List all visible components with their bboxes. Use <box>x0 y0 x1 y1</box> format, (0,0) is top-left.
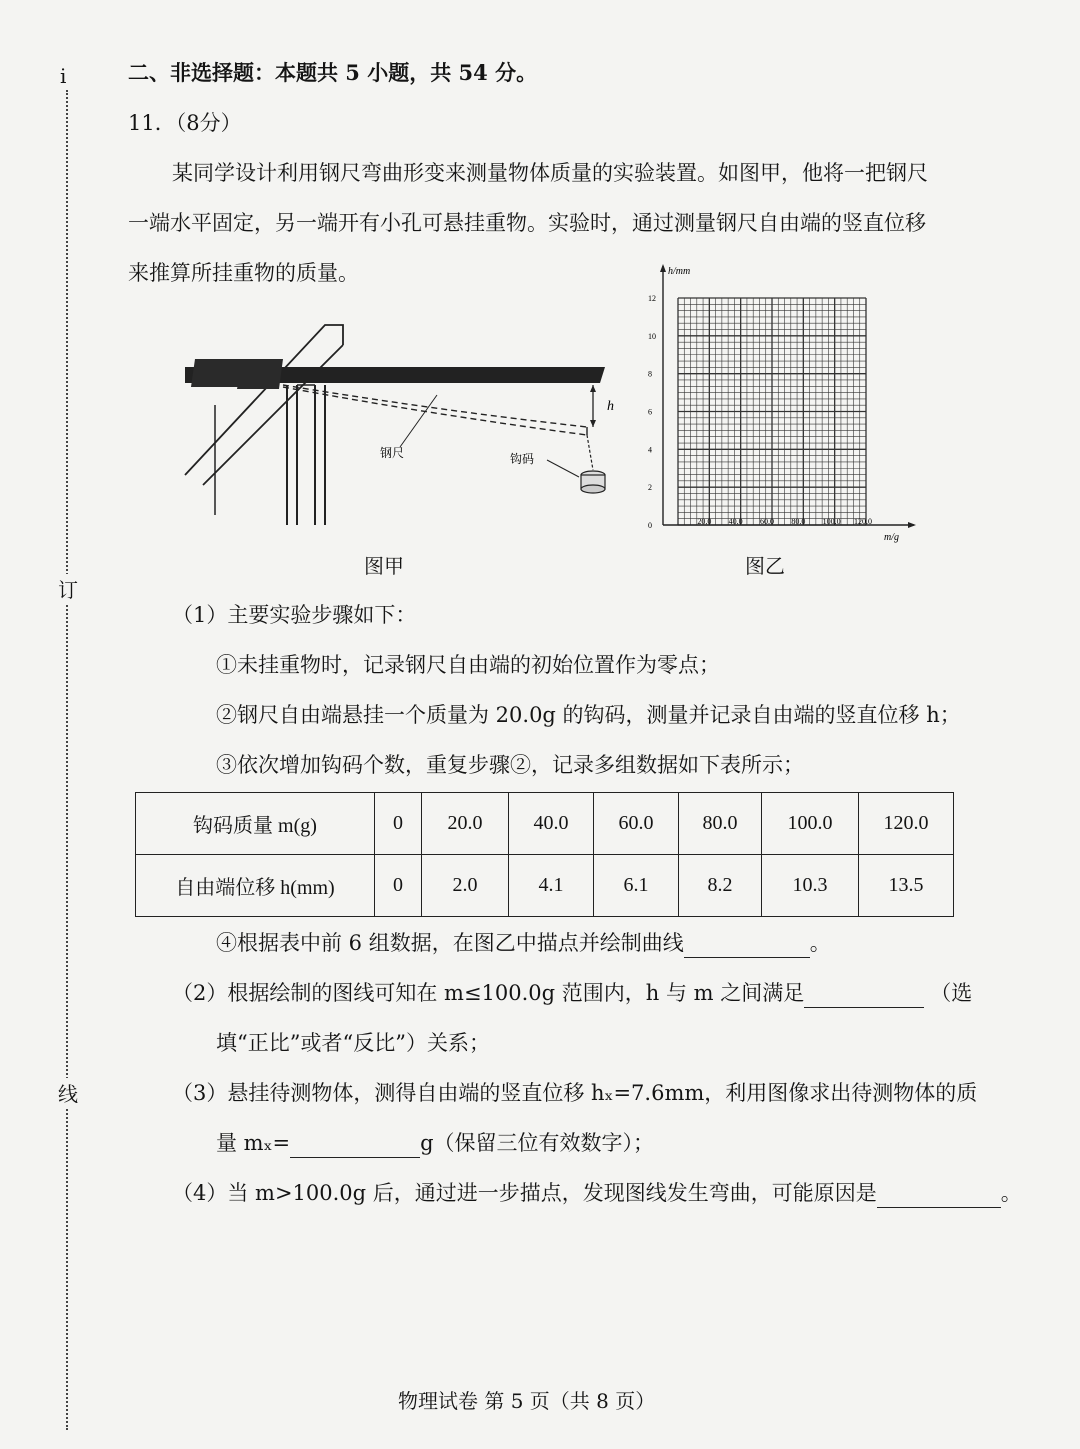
figure-b-grid <box>638 262 928 547</box>
answer-blank-mass[interactable] <box>290 1135 420 1158</box>
step-4 <box>216 928 831 958</box>
section-heading: 二、非选择题：本题共 5 小题，共 54 分。 <box>128 60 538 85</box>
table-cell: 8.2 <box>679 855 762 917</box>
y-tick-label: 8 <box>648 369 652 379</box>
table-cell: 100.0 <box>762 793 859 855</box>
part3-line-2 <box>216 1128 654 1158</box>
table-cell: 10.3 <box>762 855 859 917</box>
x-tick-label: 60.0 <box>760 517 774 526</box>
y-tick-label: 12 <box>648 294 656 303</box>
part3-tail: g（保留三位有效数字）； <box>420 1131 655 1155</box>
row-label-displacement: 自由端位移 h(mm) <box>136 855 375 917</box>
intro-line-2: 一端水平固定，另一端开有小孔可悬挂重物。实验时，通过测量钢尺自由端的竖直位移 <box>128 211 926 235</box>
table-cell: 60.0 <box>594 793 679 855</box>
x-axis-label: m/g <box>884 532 899 543</box>
answer-blank-reason[interactable] <box>877 1185 1001 1208</box>
x-tick-label: 80.0 <box>791 517 806 526</box>
table-cell: 40.0 <box>509 793 594 855</box>
table-cell: 6.1 <box>594 855 679 917</box>
part2-tail: （选 <box>930 981 973 1005</box>
grid-lines <box>678 298 866 525</box>
figure-a-caption: 图甲 <box>364 554 404 578</box>
y-tick-label: 0 <box>648 521 652 530</box>
table-cell: 0 <box>375 793 422 855</box>
table-cell: 13.5 <box>859 855 954 917</box>
x-tick-label: 40.0 <box>728 517 743 526</box>
y-axis-label: h/mm <box>668 266 691 277</box>
part3-text: 量 mₓ= <box>216 1131 291 1155</box>
answer-blank-curve[interactable] <box>684 935 810 958</box>
part1-title: （1）主要实验步骤如下： <box>172 603 417 627</box>
table-cell: 2.0 <box>422 855 509 917</box>
table-row-displacement <box>136 855 954 917</box>
x-tick-label: 100.0 <box>822 517 841 526</box>
margin-mark-ding: 订 <box>58 574 78 603</box>
table-cell: 4.1 <box>509 855 594 917</box>
part4-text: （4）当 m>100.0g 后，通过进一步描点，发现图线发生弯曲，可能原因是 <box>172 1181 877 1205</box>
table-cell: 120.0 <box>859 793 954 855</box>
intro-line-1: 某同学设计利用钢尺弯曲形变来测量物体质量的实验装置。如图甲，他将一把钢尺 <box>172 161 928 185</box>
table-row-mass <box>136 793 954 855</box>
y-tick-label: 4 <box>648 445 652 455</box>
intro-line-3: 来推算所挂重物的质量。 <box>128 261 359 285</box>
row-label-mass: 钩码质量 m(g) <box>136 793 375 855</box>
part4-tail: 。 <box>1000 1181 1022 1205</box>
table-cell: 0 <box>375 855 422 917</box>
y-tick-label: 6 <box>648 407 652 417</box>
table-cell: 20.0 <box>422 793 509 855</box>
x-tick-label: 20.0 <box>697 517 712 526</box>
x-tick-label: 120.0 <box>854 517 872 526</box>
table-cell: 80.0 <box>679 793 762 855</box>
part3-line-1: （3）悬挂待测物体，测得自由端的竖直位移 hₓ=7.6mm，利用图像求出待测物体的质 <box>172 1081 978 1105</box>
step-4-end: 。 <box>809 931 831 955</box>
figure-b-caption: 图乙 <box>745 554 785 578</box>
step-1: ①未挂重物时，记录钢尺自由端的初始位置作为零点； <box>216 653 720 677</box>
y-tick-label: 2 <box>648 483 652 493</box>
margin-mark: i <box>60 64 67 88</box>
label-h: h <box>607 399 614 414</box>
part2-line-1 <box>172 978 972 1008</box>
step-4-text: ④根据表中前 6 组数据，在图乙中描点并绘制曲线 <box>216 931 684 955</box>
step-2: ②钢尺自由端悬挂一个质量为 20.0g 的钩码，测量并记录自由端的竖直位移 h； <box>216 703 961 727</box>
figure-a-apparatus <box>175 315 625 535</box>
question-number: 11．（8分） <box>128 111 242 135</box>
part4-line <box>172 1178 1022 1208</box>
data-table <box>135 792 954 917</box>
step-3: ③依次增加钩码个数，重复步骤②，记录多组数据如下表所示； <box>216 753 804 777</box>
part2-line-2: 填“正比”或者“反比”）关系； <box>216 1031 490 1055</box>
label-hook-weight: 钩码 <box>510 452 535 466</box>
page-footer: 物理试卷 第 5 页（共 8 页） <box>398 1389 656 1413</box>
label-steel-ruler: 钢尺 <box>380 446 405 460</box>
part2-text: （2）根据绘制的图线可知在 m≤100.0g 范围内，h 与 m 之间满足 <box>172 981 805 1005</box>
margin-mark-xian: 线 <box>58 1078 78 1107</box>
answer-blank-relation[interactable] <box>804 985 924 1008</box>
binding-line <box>66 90 68 1430</box>
y-tick-label: 10 <box>648 331 656 341</box>
